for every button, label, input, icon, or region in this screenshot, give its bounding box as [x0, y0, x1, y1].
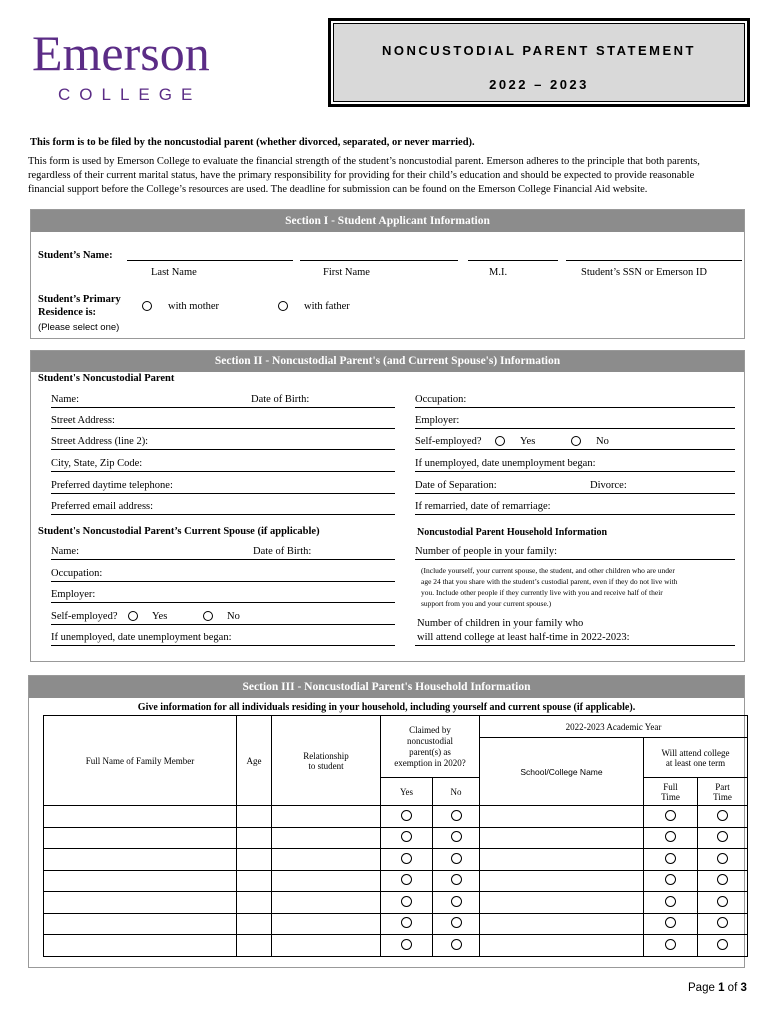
col-attend-header: [644, 738, 748, 778]
student-name-label: Student’s Name:: [38, 250, 113, 261]
parent-heading: Student's Noncustodial Parent: [38, 373, 175, 384]
claimed-yes-cell: [381, 892, 433, 914]
part-time-radio[interactable]: [717, 853, 728, 864]
part-time-cell: [698, 935, 748, 957]
col-full-time-header: [644, 778, 698, 806]
age-cell[interactable]: [237, 849, 272, 871]
email-label: Preferred email address:: [51, 501, 154, 512]
claimed-yes-radio[interactable]: [401, 831, 412, 842]
table-row: [44, 935, 748, 957]
claimed-no-cell: [433, 935, 480, 957]
claimed-no-radio[interactable]: [451, 810, 462, 821]
occupation-label: Occupation:: [415, 394, 467, 405]
part-time-cell: [698, 892, 748, 914]
full-time-radio[interactable]: [665, 831, 676, 842]
full-time-cell: [644, 935, 698, 957]
separation-field[interactable]: [415, 480, 735, 494]
full-time-cell: [644, 913, 698, 935]
relationship-cell[interactable]: [272, 849, 381, 871]
street2-field[interactable]: [51, 436, 395, 450]
people-field[interactable]: [415, 546, 735, 560]
relationship-line-2: to student: [308, 760, 344, 771]
divorce-label: Divorce:: [590, 480, 627, 491]
relationship-cell[interactable]: [272, 827, 381, 849]
spouse-name-label: Name:: [51, 546, 79, 557]
form-year: 2022 – 2023: [489, 77, 589, 92]
claimed-yes-radio[interactable]: [401, 810, 412, 821]
spouse-self-employed-no-radio[interactable]: [203, 611, 213, 621]
mi-field[interactable]: [468, 260, 558, 261]
part-time-radio[interactable]: [717, 874, 728, 885]
full-line-2: Time: [661, 791, 680, 802]
residence-mother-label: with mother: [168, 301, 220, 312]
self-employed-no-label: No: [596, 436, 609, 447]
spouse-employer-label: Employer:: [51, 589, 96, 600]
claimed-yes-radio[interactable]: [401, 939, 412, 950]
school-cell[interactable]: [480, 892, 644, 914]
claimed-no-radio[interactable]: [451, 874, 462, 885]
name-cell[interactable]: [44, 892, 237, 914]
form-title: NONCUSTODIAL PARENT STATEMENT: [382, 43, 696, 58]
part-time-radio[interactable]: [717, 939, 728, 950]
claimed-yes-radio[interactable]: [401, 853, 412, 864]
section-3-instruction: Give information for all individuals residing in your household, including yourself and current spouse (if applicable).: [137, 702, 636, 713]
spouse-self-employed-yes-radio[interactable]: [128, 611, 138, 621]
household-table: [43, 715, 748, 957]
attend-line-2: at least one term: [665, 757, 726, 768]
claimed-no-cell: [433, 849, 480, 871]
spouse-self-employed-label: Self-employed?: [51, 611, 118, 622]
spouse-self-employed-row: [51, 611, 395, 625]
first-name-caption: First Name: [323, 267, 370, 278]
relationship-cell[interactable]: [272, 892, 381, 914]
age-cell[interactable]: [237, 870, 272, 892]
name-cell[interactable]: [44, 935, 237, 957]
col-school-header: School/College Name: [480, 738, 644, 806]
children-label-2: will attend college at least half-time in 2022-2023:: [417, 632, 630, 643]
spouse-name-field[interactable]: [51, 546, 395, 560]
name-cell[interactable]: [44, 849, 237, 871]
relationship-cell[interactable]: [272, 913, 381, 935]
claimed-yes-cell: [381, 935, 433, 957]
emerson-logo-college: COLLEGE: [58, 85, 202, 104]
household-heading: Noncustodial Parent Household Information: [417, 527, 608, 538]
relationship-cell[interactable]: [272, 870, 381, 892]
col-academic-year-header: 2022-2023 Academic Year: [480, 716, 748, 738]
street-label: Street Address:: [51, 415, 115, 426]
self-employed-label: Self-employed?: [415, 436, 482, 447]
emerson-logo-wordmark: Emerson: [32, 25, 210, 81]
intro-line-1: This form is used by Emerson College to evaluate the financial strength of the student’s noncustodial parent. Emerson adheres to the principle that both parents,: [28, 156, 700, 167]
claimed-line-4: exemption in 2020?: [394, 757, 466, 768]
full-time-cell: [644, 849, 698, 871]
full-time-cell: [644, 827, 698, 849]
claimed-yes-radio[interactable]: [401, 917, 412, 928]
col-full-name-header: Full Name of Family Member: [44, 716, 237, 806]
spouse-employer-field[interactable]: [51, 589, 395, 603]
part-time-cell: [698, 870, 748, 892]
claimed-yes-cell: [381, 806, 433, 828]
claimed-no-cell: [433, 870, 480, 892]
residence-label-1: Student’s Primary: [38, 294, 121, 305]
claimed-no-cell: [433, 806, 480, 828]
col-part-time-header: [698, 778, 748, 806]
people-note-3: you. Include other people if they currently live with you and receive half of their: [421, 588, 663, 597]
page-of: of: [727, 982, 738, 994]
remarried-field[interactable]: [415, 501, 735, 515]
street-field[interactable]: [51, 415, 395, 429]
age-cell[interactable]: [237, 806, 272, 828]
residence-mother-radio[interactable]: [142, 301, 152, 311]
people-label: Number of people in your family:: [415, 546, 558, 557]
part-time-radio[interactable]: [717, 831, 728, 842]
residence-label-2: Residence is:: [38, 307, 97, 318]
children-field[interactable]: [415, 632, 735, 646]
unemployed-field[interactable]: [415, 458, 735, 472]
claimed-yes-cell: [381, 849, 433, 871]
claimed-yes-cell: [381, 870, 433, 892]
col-yes-header: Yes: [381, 778, 433, 806]
page-indicator: [688, 982, 747, 994]
separation-label: Date of Separation:: [415, 480, 497, 491]
relationship-line-1: Relationship: [303, 750, 349, 761]
claimed-no-radio[interactable]: [451, 831, 462, 842]
section-1-heading: Section I - Student Applicant Information: [31, 210, 744, 232]
full-time-radio[interactable]: [665, 896, 676, 907]
age-cell[interactable]: [237, 913, 272, 935]
claimed-line-3: parent(s) as: [409, 746, 451, 757]
name-cell[interactable]: [44, 806, 237, 828]
col-age-header: Age: [237, 716, 272, 806]
part-line-2: Time: [713, 791, 732, 802]
ssn-caption: Student’s SSN or Emerson ID: [581, 267, 707, 278]
intro-line-3: financial support before the College’s resources are used. The deadline for submission can be found on the Emerson College Financial Aid website.: [28, 184, 648, 195]
age-cell[interactable]: [237, 827, 272, 849]
table-row: [44, 870, 748, 892]
part-time-radio[interactable]: [717, 896, 728, 907]
col-no-header: No: [433, 778, 480, 806]
parent-dob-label: Date of Birth:: [251, 394, 310, 405]
claimed-no-cell: [433, 827, 480, 849]
residence-father-radio[interactable]: [278, 301, 288, 311]
part-time-radio[interactable]: [717, 917, 728, 928]
ssn-field[interactable]: [566, 260, 742, 261]
relationship-cell[interactable]: [272, 935, 381, 957]
spouse-dob-label: Date of Birth:: [253, 546, 312, 557]
school-cell[interactable]: [480, 913, 644, 935]
page-prefix: Page: [688, 982, 715, 994]
spouse-self-employed-no-label: No: [227, 611, 240, 622]
full-time-radio[interactable]: [665, 917, 676, 928]
claimed-no-radio[interactable]: [451, 896, 462, 907]
name-cell[interactable]: [44, 870, 237, 892]
part-time-radio[interactable]: [717, 810, 728, 821]
claimed-no-cell: [433, 913, 480, 935]
residence-note: (Please select one): [38, 322, 120, 333]
claimed-line-1: Claimed by: [409, 724, 451, 735]
employer-label: Employer:: [415, 415, 460, 426]
remarried-label: If remarried, date of remarriage:: [415, 501, 551, 512]
first-name-field[interactable]: [300, 260, 458, 261]
spouse-self-employed-yes-label: Yes: [152, 611, 168, 622]
mi-caption: M.I.: [489, 267, 508, 278]
table-row: [44, 913, 748, 935]
full-line-1: Full: [663, 781, 678, 792]
relationship-cell[interactable]: [272, 806, 381, 828]
last-name-caption: Last Name: [151, 267, 197, 278]
spouse-heading: Student's Noncustodial Parent’s Current Spouse (if applicable): [38, 526, 320, 537]
children-label-1: Number of children in your family who: [417, 618, 584, 629]
section-3-heading: Section III - Noncustodial Parent's Household Information: [29, 676, 744, 698]
phone-label: Preferred daytime telephone:: [51, 480, 173, 491]
table-row: [44, 892, 748, 914]
form-title-box: [328, 18, 750, 107]
col-relationship-header: [272, 716, 381, 806]
people-note-1: (Include yourself, your current spouse, the student, and other children who are under: [421, 566, 675, 575]
people-note-2: age 24 that you share with the student’s custodial parent, even if they do not live with: [421, 577, 678, 586]
name-cell[interactable]: [44, 913, 237, 935]
spouse-unemployed-field[interactable]: [51, 632, 395, 646]
self-employed-yes-label: Yes: [520, 436, 536, 447]
page-total: 3: [740, 982, 747, 994]
spouse-unemployed-label: If unemployed, date unemployment began:: [51, 632, 232, 643]
school-cell[interactable]: [480, 870, 644, 892]
table-row: [44, 849, 748, 871]
claimed-no-cell: [433, 892, 480, 914]
self-employed-row: [415, 436, 735, 450]
people-note-4: support from you and your current spouse.): [421, 599, 552, 608]
full-time-cell: [644, 892, 698, 914]
school-cell[interactable]: [480, 806, 644, 828]
school-cell[interactable]: [480, 849, 644, 871]
full-time-cell: [644, 870, 698, 892]
claimed-no-radio[interactable]: [451, 853, 462, 864]
city-field[interactable]: [51, 458, 395, 472]
spouse-occupation-field[interactable]: [51, 568, 395, 582]
intro-line-2: regardless of their current marital status, have the primary responsibility for providing for their child’s education and should be expected to provide reasonable: [28, 170, 695, 181]
full-time-radio[interactable]: [665, 939, 676, 950]
residence-father-label: with father: [304, 301, 350, 312]
employer-field[interactable]: [415, 415, 735, 429]
section-2-heading: Section II - Noncustodial Parent's (and Current Spouse's) Information: [31, 351, 744, 372]
claimed-no-radio[interactable]: [451, 917, 462, 928]
phone-field[interactable]: [51, 480, 395, 494]
full-time-radio[interactable]: [665, 874, 676, 885]
city-label: City, State, Zip Code:: [51, 458, 143, 469]
full-time-radio[interactable]: [665, 853, 676, 864]
part-time-cell: [698, 849, 748, 871]
age-cell[interactable]: [237, 935, 272, 957]
claimed-yes-radio[interactable]: [401, 874, 412, 885]
claimed-yes-cell: [381, 827, 433, 849]
school-cell[interactable]: [480, 827, 644, 849]
intro-bold-line: This form is to be filed by the noncustodial parent (whether divorced, separated, or never married).: [30, 137, 475, 148]
name-cell[interactable]: [44, 827, 237, 849]
email-field[interactable]: [51, 501, 395, 515]
street2-label: Street Address (line 2):: [51, 436, 149, 447]
claimed-no-radio[interactable]: [451, 939, 462, 950]
last-name-field[interactable]: [127, 260, 293, 261]
part-time-cell: [698, 827, 748, 849]
school-cell[interactable]: [480, 935, 644, 957]
table-row: [44, 806, 748, 828]
col-claimed-header: [381, 716, 480, 778]
attend-line-1: Will attend college: [661, 747, 730, 758]
claimed-line-2: noncustodial: [407, 735, 453, 746]
unemployed-label: If unemployed, date unemployment began:: [415, 458, 596, 469]
claimed-yes-radio[interactable]: [401, 896, 412, 907]
parent-name-label: Name:: [51, 394, 79, 405]
claimed-yes-cell: [381, 913, 433, 935]
table-row: [44, 827, 748, 849]
occupation-field[interactable]: [415, 394, 735, 408]
part-time-cell: [698, 806, 748, 828]
part-line-1: Part: [715, 781, 730, 792]
full-time-cell: [644, 806, 698, 828]
spouse-occupation-label: Occupation:: [51, 568, 103, 579]
parent-name-field[interactable]: [51, 394, 395, 408]
age-cell[interactable]: [237, 892, 272, 914]
part-time-cell: [698, 913, 748, 935]
self-employed-no-radio[interactable]: [571, 436, 581, 446]
full-time-radio[interactable]: [665, 810, 676, 821]
page-number: 1: [718, 982, 725, 994]
self-employed-yes-radio[interactable]: [495, 436, 505, 446]
